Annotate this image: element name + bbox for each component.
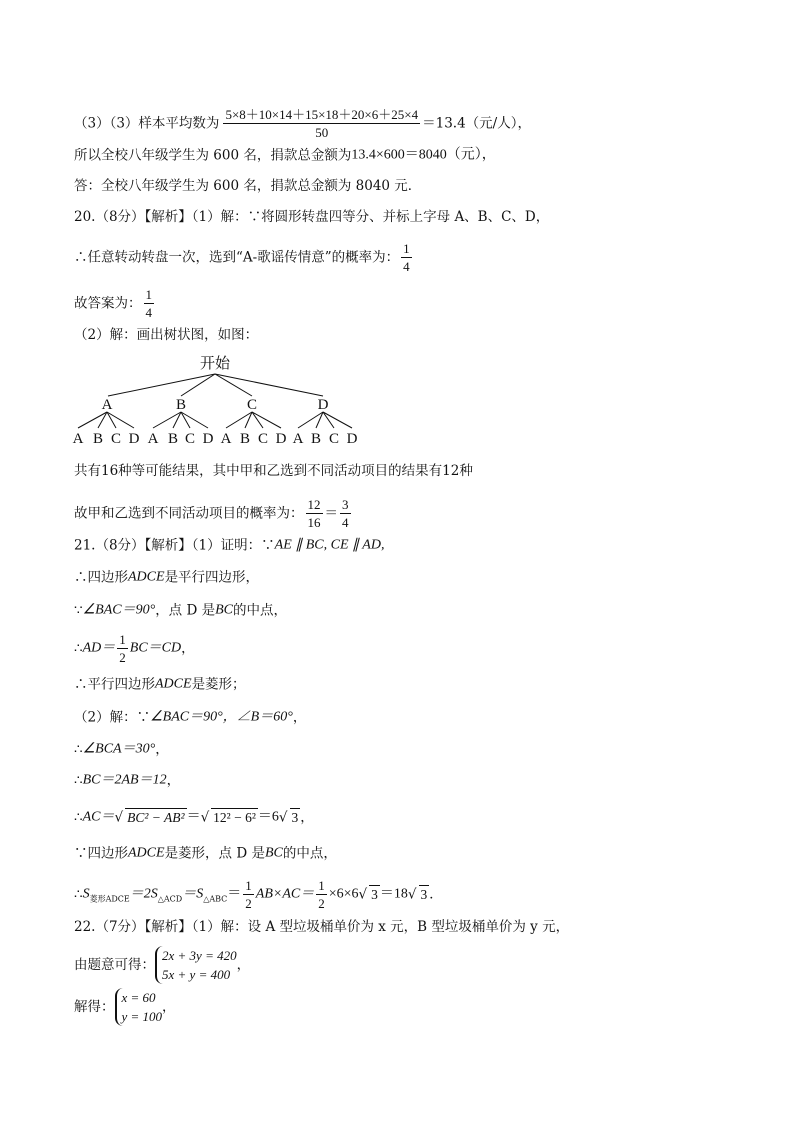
tree-leaf: D — [275, 431, 287, 447]
tree-level2 — [73, 431, 358, 447]
tree-leaf: A — [147, 431, 159, 447]
line-q20-result: 故甲和乙选到不同活动项目的概率为： $\frac{12}{16}$ ＝ $\frac{3}{4}$ — [74, 497, 349, 530]
sqrt-symbol: √ — [407, 886, 417, 903]
tree-level1-c: C — [246, 397, 258, 413]
line-q21-ac: ∴AC＝√ BC² − AB² ＝√ 12² − 6² ＝6√ 3 ， — [74, 809, 314, 826]
fraction-half-1: $\frac{1}{2}$ — [245, 878, 252, 911]
average-fraction: $\frac{5\times 8+10\times 14+15\times 18+20\times 6+25\times 4}{50}$ — [225, 107, 419, 140]
tree-leaf: A — [292, 431, 304, 447]
tree-leaf: D — [202, 431, 214, 447]
tree-root: 开始 — [199, 356, 231, 372]
sqrt-symbol: √ — [114, 809, 124, 826]
tree-leaf: C — [184, 431, 196, 447]
tree-leaf: B — [167, 431, 179, 447]
average-label: （3）（3）样本平均数为 — [74, 115, 220, 132]
fraction-half: $\frac{1}{2}$ — [119, 632, 126, 665]
tree-leaf: B — [92, 431, 104, 447]
fraction-12-16: $\frac{12}{16}$ — [307, 497, 321, 530]
tree-leaf: C — [110, 431, 122, 447]
line-q21-part2: （2）解：∵∠BAC＝90°，∠B＝60°， — [74, 709, 307, 726]
fraction-half-2: $\frac{1}{2}$ — [318, 878, 325, 911]
tree-leaf: B — [310, 431, 322, 447]
line-q22-solution: 解得： x = 60 y = 100 ， — [74, 990, 176, 1024]
line-average — [74, 107, 531, 140]
average-result: ＝13.4（元/人）， — [422, 115, 531, 132]
tree-leaf: C — [328, 431, 340, 447]
tree-level1-d: D — [317, 397, 329, 413]
tree-leaf: D — [128, 431, 140, 447]
line-answer-19: 答：全校八年级学生为 600 名，捐款总金额为 8040 元． — [74, 178, 422, 194]
line-q21-ad: ∴AD＝ $\frac{1}{2}$ BC＝CD， — [74, 632, 195, 665]
line-q21-part1: 21.（8分）【解析】（1）证明：∵AE ∥ BC, CE ∥ AD, — [74, 537, 385, 554]
line-q21-area: $\therefore S_{菱形ADCE}=2S_{\triangle ACD}=S_{\triangle ABC}=$ $\frac{1}{2}$ AB×AC＝ $\frac{1}{2}$ ×6×6√ 3 ＝18√ 3 ． — [74, 878, 443, 911]
line-q20-part1: 20.（8分）【解析】（1）解：∵将圆形转盘四等分、并标上字母 A、B、C、D， — [74, 209, 550, 225]
probability-fraction: $\frac{1}{4}$ — [403, 241, 410, 274]
line-q20-outcomes: 共有16种等可能结果，其中甲和乙选到不同活动项目的结果有12种 — [74, 463, 473, 479]
equation-system: 2x + 3y = 420 5x + y = 400 — [155, 946, 237, 984]
tree-leaf: A — [220, 431, 232, 447]
tree-leaf: D — [346, 431, 358, 447]
answer-fraction: $\frac{1}{4}$ — [145, 287, 152, 320]
line-q20-answer: 故答案为： $\frac{1}{4}$ — [74, 287, 152, 320]
tree-leaf: C — [257, 431, 269, 447]
solution-system: x = 60 y = 100 — [115, 988, 163, 1026]
line-q21-rhombus: ∴平行四边形ADCE是菱形； — [74, 676, 246, 693]
tree-diagram — [60, 350, 380, 450]
sqrt-symbol: √ — [200, 809, 210, 826]
line-q21-rhombus-midpoint: ∵四边形ADCE是菱形，点 D 是BC的中点， — [74, 845, 337, 862]
line-q22-part1: 22.（7分）【解析】（1）解：设 A 型垃圾桶单价为 x 元，B 型垃圾桶单价为 y 元， — [74, 919, 570, 935]
tree-level1-a: A — [101, 397, 113, 413]
line-q21-bca: ∴∠BCA＝30°， — [74, 741, 169, 758]
sqrt-symbol: √ — [278, 809, 288, 826]
sqrt-symbol: √ — [358, 886, 368, 903]
tree-level1-b: B — [175, 397, 187, 413]
tree-leaf: B — [239, 431, 251, 447]
line-total-donation: 所以全校八年级学生为 600 名，捐款总金额为13.4×600＝8040（元）， — [74, 147, 496, 164]
tree-leaf: A — [72, 431, 84, 447]
line-q20-probability: ∴任意转动转盘一次，选到“A-歌谣传情意”的概率为： $\frac{1}{4}$ — [74, 241, 410, 274]
line-q22-system: 由题意可得： 2x + 3y = 420 5x + y = 400 ， — [74, 948, 251, 982]
line-q21-angle: ∵∠BAC＝90°，点 D 是BC的中点， — [74, 602, 287, 619]
line-q20-part2: （2）解：画出树状图，如图： — [74, 327, 259, 343]
fraction-3-4: $\frac{3}{4}$ — [342, 497, 349, 530]
line-q21-parallelogram: ∴四边形ADCE是平行四边形， — [74, 569, 260, 586]
line-q21-bc: ∴BC＝2AB＝12， — [74, 772, 181, 789]
